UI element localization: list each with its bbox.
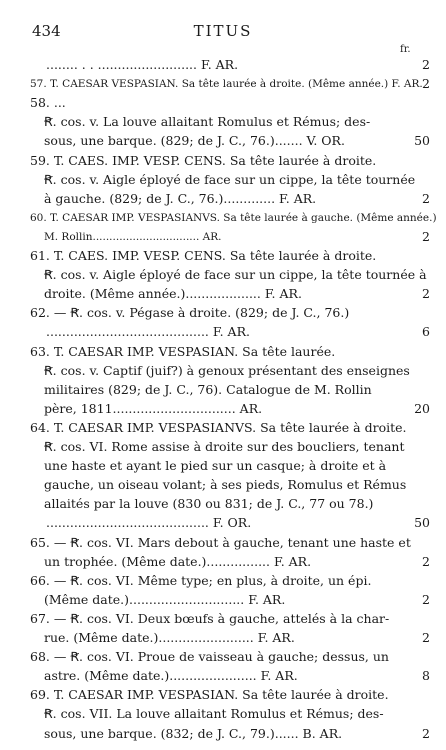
line-text: 68. — Ꞧ. cos. VI. Proue de vaisseau à gauche; dessus, un — [30, 649, 389, 665]
text-line — [0, 553, 446, 573]
line-text: Ꞧ. cos. v. Captif (juif?) à genoux présentant des enseignes — [44, 362, 410, 378]
line-text: 65. — Ꞧ. cos. VI. Mars debout à gauche, tenant une haste et — [30, 534, 411, 550]
text-line — [0, 476, 446, 496]
text-line — [0, 247, 446, 267]
text-line — [0, 132, 446, 152]
value-francs: 6 — [422, 324, 430, 340]
text-line — [0, 514, 446, 534]
value-francs: 2 — [422, 591, 430, 607]
text-line — [0, 400, 446, 420]
text-line — [0, 534, 446, 554]
text-line — [0, 171, 446, 191]
line-text: 58. ... — [30, 95, 66, 111]
value-francs: 2 — [422, 725, 430, 741]
text-line — [0, 495, 446, 515]
text-line — [0, 56, 446, 76]
line-text: sous, une barque. (829; de J. C., 76.)....... V. OR. — [44, 133, 345, 149]
line-text: ........ . . ......................... F. AR. — [46, 57, 239, 72]
value-francs: 2 — [422, 57, 430, 72]
line-text: ......................................... F. AR. — [46, 324, 250, 340]
value-francs: 20 — [414, 400, 430, 416]
text-line — [0, 591, 446, 611]
line-text: Ꞧ. cos. VI. Rome assise à droite sur des boucliers, tenant — [44, 439, 405, 454]
line-text: à gauche. (829; de J. C., 76.)............. F. AR. — [44, 190, 317, 206]
line-text: 64. T. CAESAR IMP. VESPASIANVS. Sa tête laurée à droite. — [30, 419, 407, 435]
text-line — [0, 94, 446, 114]
line-text: Ꞧ. cos. VII. La louve allaitant Romulus et Rémus; des- — [44, 706, 384, 722]
line-text: père, 1811............................... AR. — [44, 400, 263, 416]
line-text: ......................................... F. OR. — [46, 515, 252, 531]
text-line — [0, 113, 446, 133]
line-text: gauche, un oiseau volant; à ses pieds, Romulus et Rémus — [44, 477, 407, 493]
text-line — [0, 705, 446, 725]
text-line — [0, 648, 446, 668]
line-text: 59. T. CAES. IMP. VESP. CENS. Sa tête laurée à droite. — [30, 152, 377, 168]
text-line — [0, 209, 446, 229]
value-francs: 8 — [422, 668, 430, 684]
text-line — [0, 304, 446, 324]
value-francs: 50 — [414, 133, 430, 149]
text-line — [0, 285, 446, 305]
line-text: militaires (829; de J. C., 76). Catalogue de M. Rollin — [44, 381, 372, 397]
text-line — [0, 266, 446, 286]
line-text: 63. T. CAESAR IMP. VESPASIAN. Sa tête laurée. — [30, 343, 336, 359]
line-text: allaités par la louve (830 ou 831; de J. C., 77 ou 78.) — [44, 496, 374, 512]
text-line — [0, 362, 446, 382]
line-text: 61. T. CAES. IMP. VESP. CENS. Sa tête laurée à droite. — [30, 248, 377, 263]
page-number: 434 — [32, 22, 61, 40]
line-text: 60. T. CAESAR IMP. VESPASIANVS. Sa tête laurée à gauche. (Même année.) — [30, 211, 437, 224]
line-text: M. Rollin................................ AR. — [44, 230, 222, 243]
value-francs: 2 — [422, 553, 430, 569]
line-text: 66. — Ꞧ. cos. VI. Même type; en plus, à droite, un épi. — [30, 572, 372, 588]
value-francs: 2 — [422, 630, 430, 645]
line-text: (Même date.)............................. F. AR. — [44, 591, 286, 607]
text-line — [0, 667, 446, 687]
text-line — [0, 75, 446, 95]
value-francs: 50 — [414, 515, 430, 531]
line-text: 67. — Ꞧ. cos. VI. Deux bœufs à gauche, attelés à la char- — [30, 610, 390, 626]
text-line — [0, 190, 446, 210]
value-francs: 2 — [422, 286, 430, 302]
value-francs: 2 — [422, 190, 430, 206]
text-line — [0, 381, 446, 401]
page-header — [0, 22, 446, 42]
line-text: droite. (Même année.)................... F. AR. — [44, 286, 302, 302]
value-francs: 2 — [422, 76, 430, 92]
line-text: Ꞧ. cos. v. La louve allaitant Romulus et Rémus; des- — [44, 114, 371, 130]
text-line — [0, 725, 446, 745]
value-francs: 2 — [422, 228, 430, 244]
line-text: astre. (Même date.)...................... F. AR. — [44, 668, 298, 684]
text-line — [0, 323, 446, 343]
line-text: 57. T. CAESAR VESPASIAN. Sa tête laurée à droite. (Même année.) F. AR. — [30, 78, 423, 91]
text-line — [0, 419, 446, 439]
text-line — [0, 686, 446, 706]
page-title: TITUS — [193, 22, 253, 40]
line-text: 69. T. CAESAR IMP. VESPASIAN. Sa tête laurée à droite. — [30, 687, 389, 703]
line-text: une haste et ayant le pied sur un casque; à droite et à — [44, 458, 387, 474]
line-text: 62. — Ꞧ. cos. v. Pégase à droite. (829; de J. C., 76.) — [30, 305, 350, 321]
text-line — [0, 343, 446, 363]
text-line — [0, 457, 446, 477]
text-line — [0, 228, 446, 248]
line-text: Ꞧ. cos. v. Aigle éployé de face sur un cippe, la tête tournée à — [44, 267, 427, 283]
text-line — [0, 629, 446, 649]
line-text: sous, une barque. (832; de J. C., 79.)...... B. AR. — [44, 725, 343, 741]
value-column-label: fr. — [400, 44, 411, 55]
line-text: rue. (Même date.)........................ F. AR. — [44, 630, 295, 645]
text-line — [0, 572, 446, 592]
text-line — [0, 438, 446, 458]
text-line — [0, 152, 446, 172]
line-text: un trophée. (Même date.)................ F. AR. — [44, 553, 312, 569]
line-text: Ꞧ. cos. v. Aigle éployé de face sur un cippe, la tête tournée — [44, 171, 416, 187]
text-line — [0, 610, 446, 630]
